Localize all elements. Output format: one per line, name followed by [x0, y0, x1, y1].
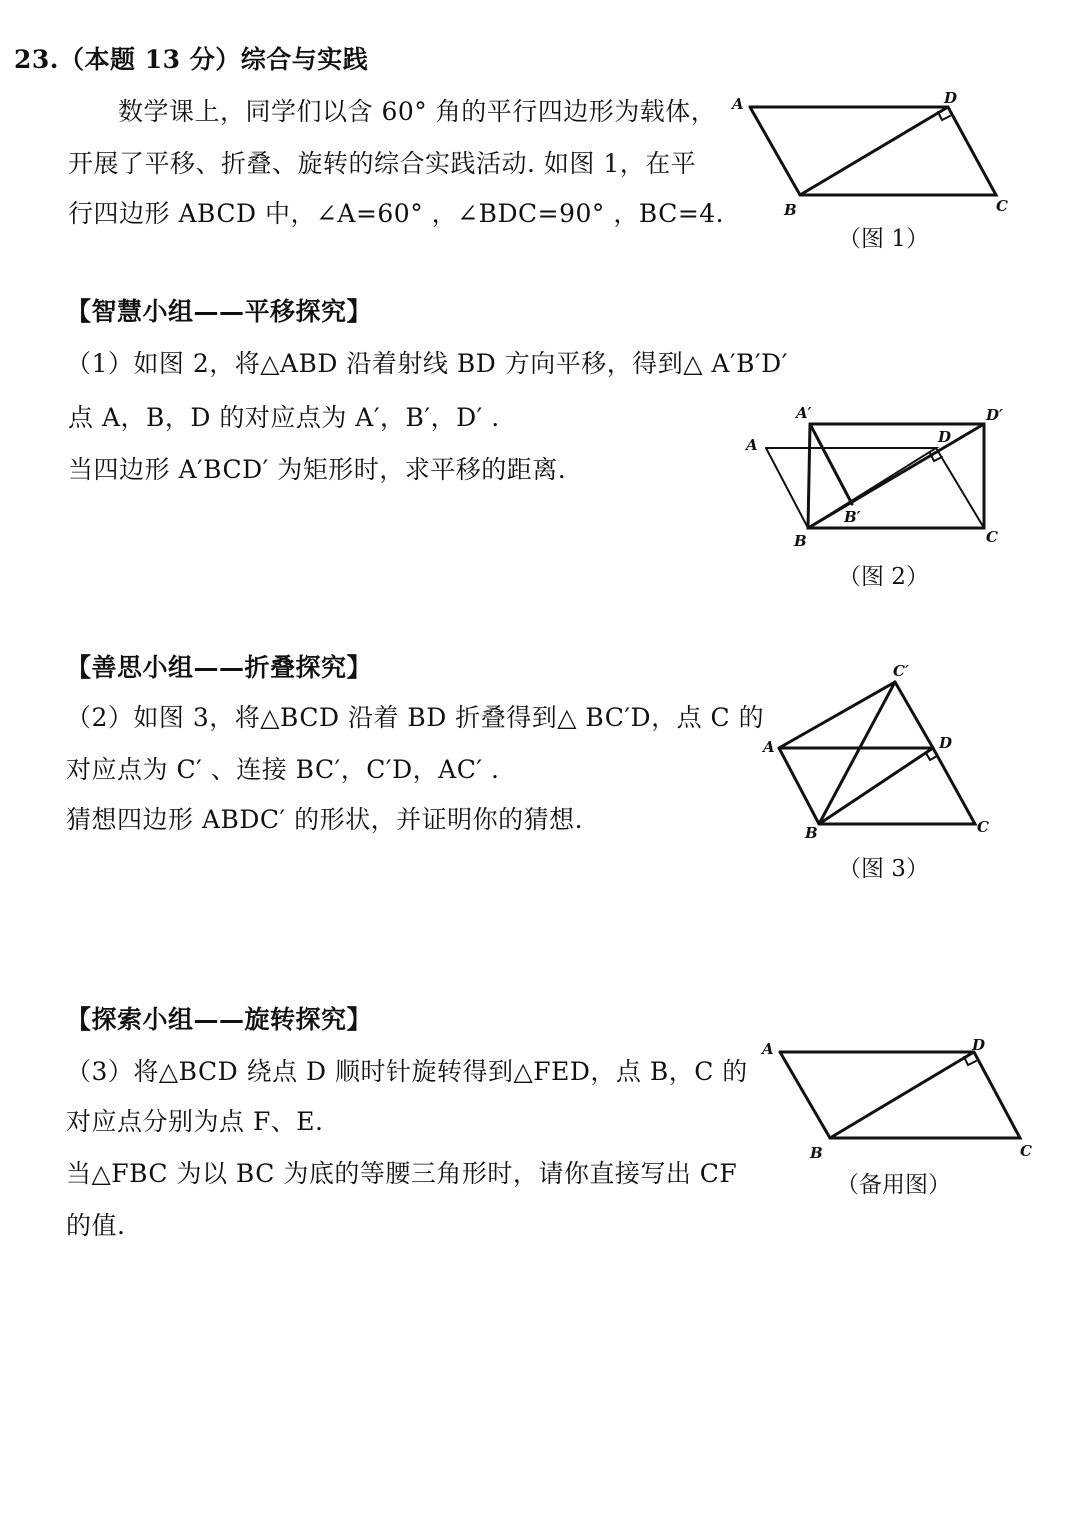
- figure-backup-diagram: [760, 1030, 1050, 1170]
- figure-1-caption: （图 1）: [838, 226, 929, 252]
- section-2-line-3: 猜想四边形 ABDC′ 的形状，并证明你的猜想.: [66, 805, 584, 834]
- section-3-line-1: （3）将△BCD 绕点 D 顺时针旋转得到△FED，点 B，C 的: [66, 1057, 748, 1086]
- fig3-label-b: B: [805, 824, 818, 842]
- fig2-label-d: D: [938, 428, 952, 446]
- section-2-line-2: 对应点为 C′ 、连接 BC′，C′D，AC′ .: [66, 755, 500, 784]
- fig1-label-c: C: [996, 197, 1008, 215]
- fig1-label-a: A: [732, 95, 744, 113]
- figure-3-diagram: [755, 660, 1015, 845]
- fig2-label-a1: A′: [796, 404, 812, 422]
- figure-1-diagram: [730, 85, 1030, 225]
- section-3-line-3: 当△FBC 为以 BC 为底的等腰三角形时，请你直接写出 CF: [66, 1159, 738, 1188]
- fig3-label-a: A: [763, 738, 775, 756]
- fig4-label-b: B: [810, 1144, 823, 1162]
- fig4-label-d: D: [972, 1036, 986, 1054]
- fig2-label-c: C: [986, 528, 998, 546]
- section-3-line-2: 对应点分别为点 F、E.: [66, 1107, 324, 1136]
- intro-line-3: 行四边形 ABCD 中，∠A=60° ，∠BDC=90° ，BC=4.: [68, 199, 725, 228]
- figure-3-caption: （图 3）: [838, 856, 929, 882]
- fig1-label-d: D: [944, 89, 958, 107]
- fig2-segment-a1b1: [810, 424, 852, 504]
- fig2-parallelogram-side-dc: [936, 448, 984, 528]
- fig3-label-c1: C′: [893, 662, 909, 680]
- section-2-title: 【善思小组——折叠探究】: [66, 653, 373, 682]
- fig2-segment-ab: [766, 448, 808, 528]
- figure-2-caption: （图 2）: [838, 564, 929, 590]
- fig3-segment-c1d: [895, 682, 933, 748]
- fig3-label-d: D: [939, 734, 953, 752]
- intro-line-1: 数学课上，同学们以含 60° 角的平行四边形为载体，: [118, 97, 717, 126]
- fig4-diagonal-bd: [830, 1052, 974, 1138]
- fig3-diagonal-bd: [819, 748, 933, 824]
- section-3-line-4: 的值.: [66, 1211, 126, 1240]
- section-1-line-3: 当四边形 A′BCD′ 为矩形时，求平移的距离.: [68, 455, 567, 484]
- fig1-label-b: B: [784, 201, 797, 219]
- section-1-title: 【智慧小组——平移探究】: [66, 297, 373, 326]
- fig1-diagonal-bd: [800, 107, 948, 195]
- figure-backup-caption: （备用图）: [836, 1172, 951, 1198]
- fig2-label-d1: D′: [986, 406, 1003, 424]
- intro-line-2: 开展了平移、折叠、旋转的综合实践活动. 如图 1，在平: [68, 149, 697, 178]
- section-3-title: 【探索小组——旋转探究】: [66, 1005, 373, 1034]
- fig2-label-b1: B′: [844, 508, 861, 526]
- section-1-line-1: （1）如图 2，将△ABD 沿着射线 BD 方向平移，得到△ A′B′D′: [66, 349, 788, 378]
- section-1-line-2: 点 A，B，D 的对应点为 A′，B′，D′ .: [68, 403, 500, 432]
- fig2-label-a: A: [746, 436, 758, 454]
- fig2-diagonal-bd: [808, 424, 984, 528]
- fig4-label-a: A: [762, 1040, 774, 1058]
- problem-header: 23.（本题 13 分）综合与实践: [14, 45, 369, 74]
- figure-2-diagram: [740, 400, 1020, 550]
- fig2-label-b: B: [794, 532, 807, 550]
- fig4-label-c: C: [1020, 1142, 1032, 1160]
- section-2-line-1: （2）如图 3，将△BCD 沿着 BD 折叠得到△ BC′D，点 C 的: [66, 703, 765, 732]
- fig3-label-c: C: [977, 818, 989, 836]
